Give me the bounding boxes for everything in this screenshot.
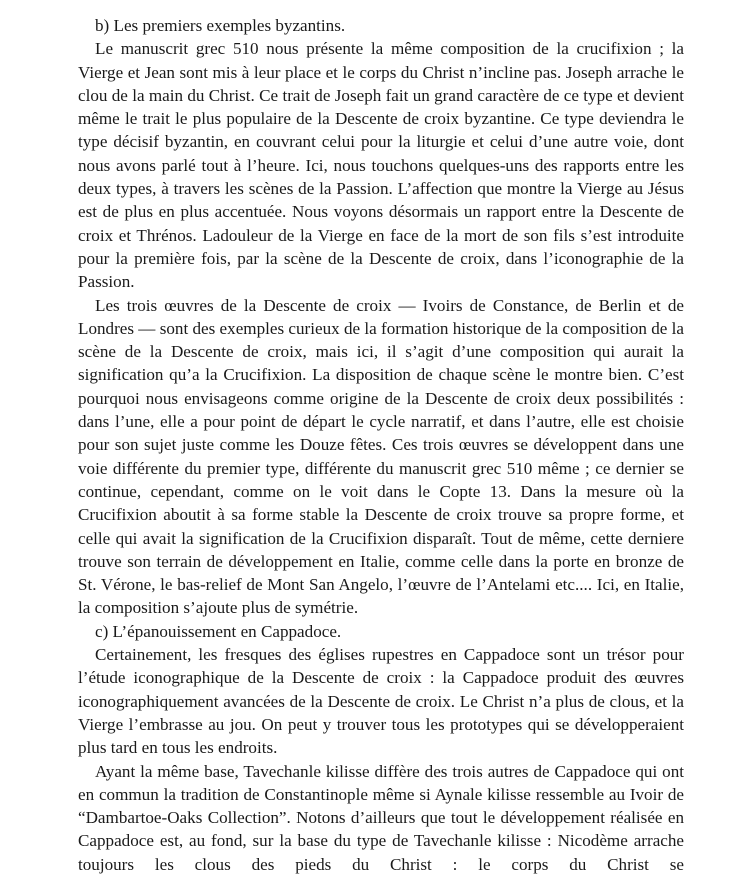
section-heading-b: b) Les premiers exemples byzantins. [95,16,346,35]
cut-off-previous-line [0,0,750,14]
section-heading-c: c) L’épanouissement en Cappadoce. [95,621,342,641]
paragraph-continues: Ayant la même base, Tavechanle kilisse diffère des trois autres de Cappadoce qui ont en commun la tradition de Constantinople même si Aynale kilisse ressemble au Ivoir de “Dambartoe-Oaks Collection”. Notons d’ailleurs que tout le développement réalisée en Cappadoce est, au fond, sur la base du type de Tavechanle kilisse : Nicodème arrache toujours les clous des pieds du Christ : le corps du Christ se [78,761,684,874]
paragraph: Certainement, les fresques des églises rupestres en Cappadoce sont un trésor pour l’étude iconographique de la Descente de croix : la Cappadoce produit des œuvres iconographiquement avancées de la Descente de croix. Le Christ n’a plus de clous, et la Vierge l’embrasse au jou. On peut y trouver tous les prototypes qui se développeraient plus tard en tous les endroits. [78,645,684,758]
body-text [78,14,684,876]
paragraph: Le manuscrit grec 510 nous présente la même composition de la crucifixion ; la Vierge et Jean sont mis à leur place et le corps du Christ n’incline pas. Joseph arrache le clou de la main du Christ. Ce trait de Joseph fait un grand caractère de ce type et devient même le trait le plus populaire de la Descente de croix byzantine. Ce type deviendra le type décisif byzantin, en couvrant celui pour la liturgie et celui d’une autre voie, dont nous avons parlé tout à l’heure. Ici, nous touchons quelques-uns des rapports entre les deux types, à travers les scènes de la Passion. L’affection que montre la Vierge au Jésus est de plus en plus accentuée. Nous voyons désormais un rapport entre la Descente de croix et Thrénos. Ladouleur de la Vierge en face de la mort de son fils s’est introduite pour la première fois, par la scène de la Descente de croix, dans l’iconographie de la Passion. [78,39,684,292]
paragraph: Les trois œuvres de la Descente de croix — Ivoirs de Constance, de Berlin et de Londres — sont des exemples curieux de la formation historique de la composition de la scène de la Descente de croix, mais ici, il s’agit d’une composition qui aurait la signification qu’a la Crucifixion. La disposition de chaque scène le montre bien. C’est pourquoi nous envisageons comme origine de la Descente de croix deux possibilités : dans l’une, elle a pour point de départ le cycle narratif, et dans l’autre, elle est choisie pour son sujet juste comme les Douze fêtes. Ces trois œuvres se développent dans une voie différente du premier type, différente du manuscrit grec 510 même ; ce dernier se continue, cependant, comme on le voit dans le Copte 13. Dans la mesure où la Crucifixion aboutit à sa forme stable la Descente de croix trouve sa propre forme, et celle qui avait la signification de la Crucifixion disparaît. Tout de même, cette derniere trouve son terrain de développement en Italie, comme celle dans la porte en bronze de St. Vérone, le bas-relief de Mont San Angelo, l’œuvre de l’Antelami etc.... Ici, en Italie, la composition s’ajoute plus de symétrie. [78,295,684,618]
